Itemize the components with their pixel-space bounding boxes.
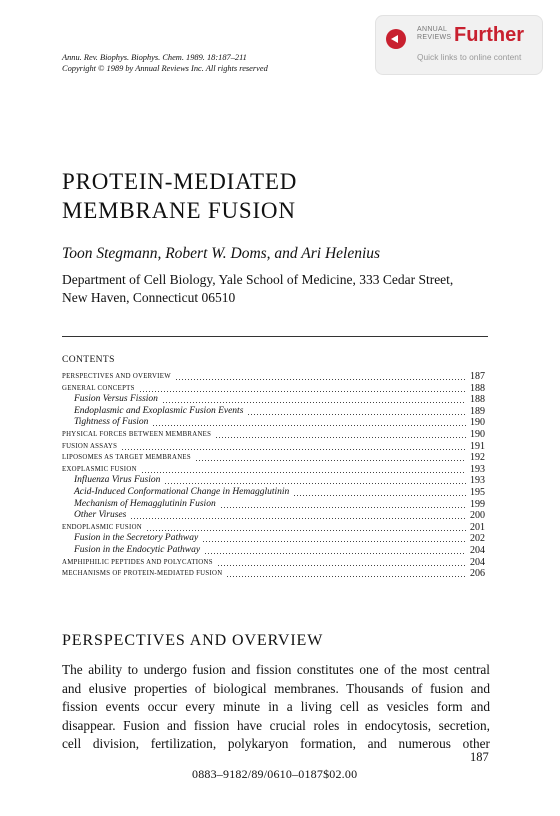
toc-leader-dots [152, 425, 466, 426]
title-line-2: MEMBRANE FUSION [62, 198, 296, 223]
toc-entry-label: PHYSICAL FORCES BETWEEN MEMBRANES [62, 431, 212, 438]
body-line: The ability to undergo fusion and fission constitutes one of the most central [62, 662, 490, 677]
toc-entry-page: 200 [470, 510, 485, 522]
toc-entry[interactable] [62, 568, 488, 579]
toc-entry-page: 192 [470, 452, 485, 464]
toc-entry-page: 188 [470, 394, 485, 406]
toc-leader-dots [226, 576, 466, 577]
toc-entry-label: Acid-Induced Conformational Change in Hemagglutinin [74, 487, 290, 497]
toc-entry-label: Fusion in the Secretory Pathway [74, 533, 199, 544]
toc-entry-page: 195 [470, 487, 485, 498]
toc-entry-page: 206 [470, 568, 485, 580]
toc-entry[interactable] [62, 464, 488, 475]
toc-entry[interactable] [62, 452, 488, 463]
badge-further-label: Further [454, 24, 524, 46]
toc-leader-dots [130, 518, 466, 519]
affiliation-line-1: Department of Cell Biology, Yale School of Medicine, 333 Cedar Street, [62, 272, 454, 287]
toc-entry-label: LIPOSOMES AS TARGET MEMBRANES [62, 454, 191, 462]
toc-leader-dots [121, 449, 466, 450]
toc-entry[interactable] [62, 383, 488, 394]
toc-entry-page: 199 [470, 498, 485, 510]
body-line: cell division, fertilization, polykaryon formation, and numerous other [62, 736, 490, 751]
toc-entry-page: 193 [470, 475, 485, 487]
toc-leader-dots [162, 402, 466, 403]
copyright-line: Copyright © 1989 by Annual Reviews Inc. All rights reserved [62, 64, 268, 73]
badge-reviews: REVIEWS [417, 34, 452, 41]
footer-code: 0883–9182/89/0610–0187$02.00 [192, 767, 358, 781]
affiliation-line-2: New Haven, Connecticut 06510 [62, 290, 236, 305]
toc-entry-label: Fusion Versus Fission [74, 394, 158, 405]
badge-annual: ANNUAL [417, 26, 448, 33]
body-paragraph [62, 661, 490, 754]
toc-leader-dots [202, 541, 466, 542]
toc-entry-label: GENERAL CONCEPTS [62, 384, 135, 392]
toc-entry-page: 202 [470, 533, 485, 545]
toc-entry-label: FUSION ASSAYS [62, 442, 118, 450]
toc-entry-page: 204 [470, 556, 485, 568]
toc-entry[interactable] [62, 394, 488, 405]
toc-entry[interactable] [62, 417, 488, 428]
toc-entry-label: ENDOPLASMIC FUSION [62, 523, 142, 531]
authors: Toon Stegmann, Robert W. Doms, and Ari Helenius [62, 245, 381, 262]
toc-leader-dots [175, 379, 466, 380]
toc-leader-dots [141, 472, 466, 473]
toc-entry-page: 187 [470, 371, 485, 382]
toc-entry-page: 201 [470, 521, 485, 533]
contents-heading: CONTENTS [62, 355, 115, 365]
toc-leader-dots [217, 565, 466, 566]
badge-subtitle: Quick links to online content [417, 52, 522, 62]
further-badge[interactable] [375, 15, 543, 75]
body-line: and elusive properties of biological membranes. Thousands of fusion and [62, 680, 490, 696]
toc-entry[interactable] [62, 557, 488, 568]
toc-entry[interactable] [62, 487, 488, 498]
toc-entry[interactable] [62, 475, 488, 486]
toc-leader-dots [220, 507, 466, 508]
toc-entry-page: 204 [470, 545, 485, 556]
toc-entry-page: 190 [470, 417, 485, 429]
journal-citation-line: Annu. Rev. Biophys. Biophys. Chem. 1989. 18:187–211 [62, 53, 247, 62]
speaker-arrow-icon [386, 29, 406, 49]
toc-leader-dots [195, 460, 466, 461]
toc-entry-label: Fusion in the Endocytic Pathway [74, 545, 201, 555]
affiliation [62, 271, 502, 307]
toc-entry[interactable] [62, 522, 488, 533]
toc-leader-dots [204, 553, 466, 554]
toc-leader-dots [146, 530, 466, 531]
section-heading: PERSPECTIVES AND OVERVIEW [62, 632, 324, 649]
toc-entry[interactable] [62, 441, 488, 452]
toc-entry-label: MECHANISMS OF PROTEIN-MEDIATED FUSION [62, 570, 223, 578]
toc-entry[interactable] [62, 499, 488, 510]
body-line: disappear. Fusion and fission have crucial roles in endocytosis, secretion, [62, 717, 490, 733]
toc-entry-label: Tightness of Fusion [74, 417, 149, 428]
body-line: fission events occur every minute in a living cell as vesicles form and [62, 699, 490, 714]
divider [62, 336, 488, 337]
toc-entry-page: 189 [470, 405, 485, 417]
toc-entry-page: 190 [470, 429, 485, 440]
toc-leader-dots [215, 437, 466, 438]
toc-entry-page: 193 [470, 463, 485, 475]
toc-entry[interactable] [62, 533, 488, 544]
toc-leader-dots [247, 414, 466, 415]
page-number: 187 [470, 750, 489, 764]
toc-entry-page: 191 [470, 440, 485, 452]
toc-entry-label: Mechanism of Hemagglutinin Fusion [74, 498, 216, 509]
toc-entry-label: AMPHIPHILIC PEPTIDES AND POLYCATIONS [62, 558, 213, 566]
toc-entry-label: Other Viruses [74, 510, 127, 521]
article-title [62, 167, 297, 225]
toc-entry-label: PERSPECTIVES AND OVERVIEW [62, 373, 171, 380]
toc-leader-dots [164, 483, 466, 484]
toc-entry[interactable] [62, 371, 488, 382]
toc-entry[interactable] [62, 510, 488, 521]
toc-entry-page: 188 [470, 382, 485, 394]
toc-entry[interactable] [62, 406, 488, 417]
badge-brand [417, 26, 451, 42]
toc-entry-label: Influenza Virus Fusion [74, 475, 161, 486]
toc-entry-label: Endoplasmic and Exoplasmic Fusion Events [74, 405, 244, 416]
toc-entry[interactable] [62, 545, 488, 556]
toc-entry-label: EXOPLASMIC FUSION [62, 465, 137, 473]
toc-entry[interactable] [62, 429, 488, 440]
journal-citation [62, 52, 268, 74]
toc-leader-dots [293, 495, 466, 496]
toc-leader-dots [139, 391, 466, 392]
title-line-1: PROTEIN-MEDIATED [62, 169, 298, 194]
